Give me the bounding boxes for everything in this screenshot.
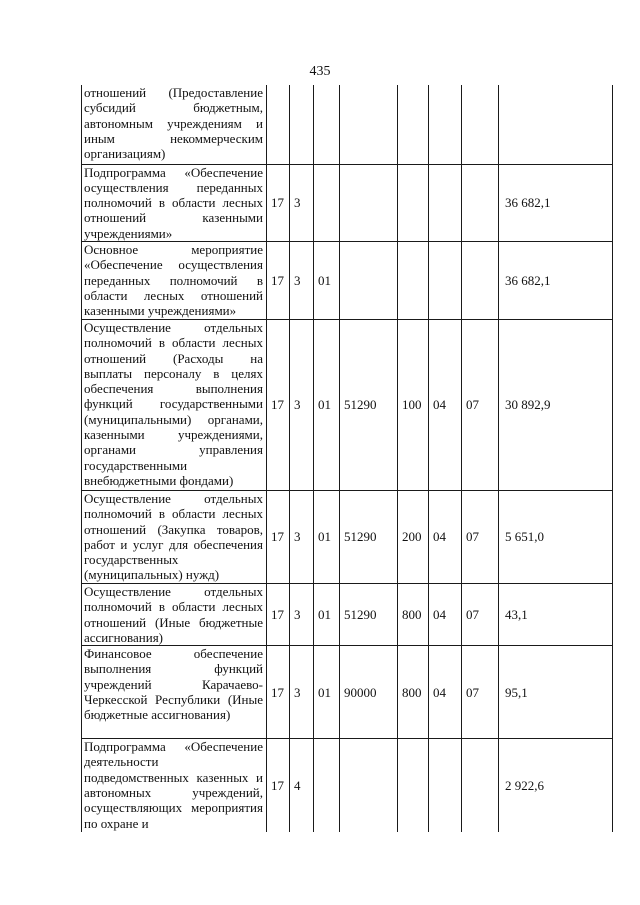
cell-code-4 — [340, 739, 398, 832]
cell-code-2 — [290, 85, 314, 164]
table-row — [82, 490, 613, 583]
cell-code-1: 17 — [267, 241, 290, 319]
cell-code-1: 17 — [267, 583, 290, 645]
cell-amount — [499, 85, 613, 164]
cell-code-7: 07 — [462, 490, 499, 583]
cell-code-1: 17 — [267, 490, 290, 583]
cell-code-3: 01 — [314, 583, 340, 645]
cell-code-5: 800 — [398, 646, 429, 739]
cell-code-4: 51290 — [340, 319, 398, 490]
cell-code-6 — [429, 164, 462, 241]
cell-code-2: 4 — [290, 739, 314, 832]
table-row — [82, 164, 613, 241]
page-number: 435 — [309, 64, 331, 79]
table-row — [82, 583, 613, 645]
cell-code-5: 100 — [398, 319, 429, 490]
table-row — [82, 319, 613, 490]
cell-code-6: 04 — [429, 490, 462, 583]
row-description: Осуществление отдельных полномочий в области лесных отношений (Закупка товаров, работ и услуг для обеспечения государственных (муниципальных) нужд) — [82, 490, 267, 583]
cell-code-2: 3 — [290, 490, 314, 583]
cell-amount: 30 892,9 — [499, 319, 613, 490]
cell-code-6 — [429, 739, 462, 832]
cell-code-2: 3 — [290, 319, 314, 490]
cell-code-5: 800 — [398, 583, 429, 645]
row-description: Подпрограмма «Обеспечение деятельности подведомственных казенных и автономных учреждений, осуществляющих мероприятия по охране и — [82, 739, 267, 832]
cell-code-3: 01 — [314, 490, 340, 583]
cell-code-7: 07 — [462, 646, 499, 739]
cell-code-2: 3 — [290, 241, 314, 319]
cell-amount: 36 682,1 — [499, 241, 613, 319]
cell-code-4 — [340, 85, 398, 164]
row-description: Основное мероприятие «Обеспечение осуществления переданных полномочий в области лесных отношений казенными учреждениями» — [82, 241, 267, 319]
cell-code-4 — [340, 164, 398, 241]
cell-amount: 43,1 — [499, 583, 613, 645]
cell-code-1 — [267, 85, 290, 164]
table-row — [82, 85, 613, 164]
table-row — [82, 646, 613, 739]
cell-code-1: 17 — [267, 319, 290, 490]
table-row — [82, 739, 613, 832]
cell-code-5 — [398, 241, 429, 319]
row-description: Финансовое обеспечение выполнения функций учреждений Карачаево-Черкесской Республики (Иные бюджетные ассигнования) — [82, 646, 267, 739]
cell-code-7: 07 — [462, 583, 499, 645]
table-row — [82, 241, 613, 319]
cell-code-6 — [429, 241, 462, 319]
cell-code-6: 04 — [429, 646, 462, 739]
row-description: Подпрограмма «Обеспечение осуществления переданных полномочий в области лесных отношений казенными учреждениями» — [82, 164, 267, 241]
cell-code-7 — [462, 739, 499, 832]
cell-amount: 5 651,0 — [499, 490, 613, 583]
cell-code-2: 3 — [290, 583, 314, 645]
cell-code-2: 3 — [290, 164, 314, 241]
cell-code-7 — [462, 241, 499, 319]
cell-code-4: 51290 — [340, 490, 398, 583]
cell-code-4 — [340, 241, 398, 319]
budget-table — [81, 85, 613, 832]
row-description: Осуществление отдельных полномочий в области лесных отношений (Иные бюджетные ассигнования) — [82, 583, 267, 645]
cell-code-1: 17 — [267, 646, 290, 739]
cell-code-6: 04 — [429, 583, 462, 645]
cell-code-4: 90000 — [340, 646, 398, 739]
cell-code-5 — [398, 85, 429, 164]
cell-code-5 — [398, 164, 429, 241]
cell-code-3: 01 — [314, 646, 340, 739]
cell-code-7: 07 — [462, 319, 499, 490]
cell-amount: 36 682,1 — [499, 164, 613, 241]
cell-code-3: 01 — [314, 319, 340, 490]
cell-code-5 — [398, 739, 429, 832]
cell-code-3: 01 — [314, 241, 340, 319]
cell-code-6: 04 — [429, 319, 462, 490]
cell-code-6 — [429, 85, 462, 164]
cell-amount: 2 922,6 — [499, 739, 613, 832]
cell-code-3 — [314, 739, 340, 832]
cell-code-3 — [314, 164, 340, 241]
cell-code-3 — [314, 85, 340, 164]
cell-amount: 95,1 — [499, 646, 613, 739]
cell-code-4: 51290 — [340, 583, 398, 645]
row-description: Осуществление отдельных полномочий в области лесных отношений (Расходы на выплаты персоналу в целях обеспечения выполнения функций государственными (муниципальными) органами, казенными учреждениями, органами управления государственными внебюджетными фондами) — [82, 319, 267, 490]
cell-code-1: 17 — [267, 164, 290, 241]
cell-code-7 — [462, 85, 499, 164]
cell-code-1: 17 — [267, 739, 290, 832]
cell-code-5: 200 — [398, 490, 429, 583]
cell-code-2: 3 — [290, 646, 314, 739]
row-description: отношений (Предоставление субсидий бюджетным, автономным учреждениям и иным некоммерческим организациям) — [82, 85, 267, 164]
cell-code-7 — [462, 164, 499, 241]
